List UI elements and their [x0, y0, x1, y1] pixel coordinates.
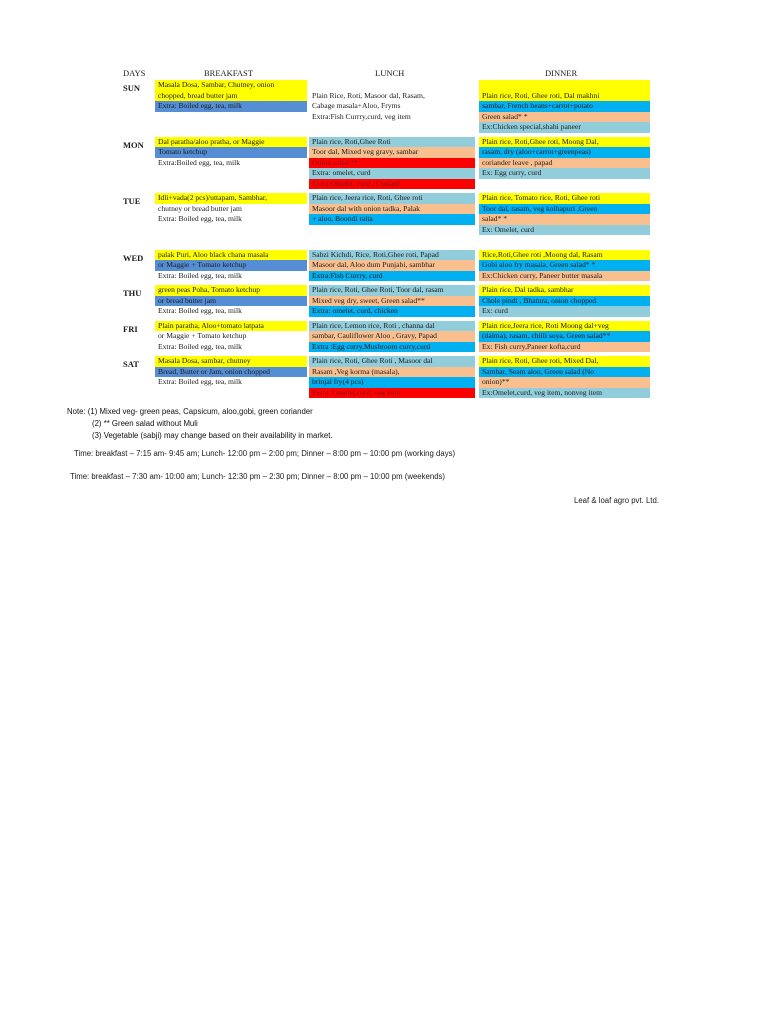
breakfast-column — [155, 250, 307, 282]
day-row-sat — [120, 356, 650, 398]
breakfast-menu-line: Idli+vada(2 pcs)/uttapam, Sambhar, — [155, 193, 307, 204]
dinner-menu-line: Ex: Egg curry, curd — [479, 168, 650, 179]
lunch-menu-line: brinjal fry(4 pcs) — [309, 377, 475, 388]
breakfast-column — [155, 285, 307, 317]
dinner-menu-line: Ex: Fish curry,Paneer kofta,curd — [479, 342, 650, 353]
dinner-menu-line: Plain rice, Tomato rice, Roti, Ghee roti — [479, 193, 650, 204]
breakfast-menu-line: Extra: Boiled egg, tea, milk — [155, 377, 307, 388]
lunch-menu-line: Plain rice, Roti,Ghee Roti — [309, 137, 475, 148]
dinner-menu-line: sambar, French beans+carrot+potato — [479, 101, 650, 112]
lunch-menu-line: Plain rice, Jeera rice, Roti, Ghee roti — [309, 193, 475, 204]
company-name: Leaf & loaf agro pvt. Ltd. — [574, 496, 659, 505]
dinner-menu-line: Plain rice, Roti,Ghee roti, Moong Dal, — [479, 137, 650, 148]
lunch-menu-line: Extra:Omelet, curd , Custard — [309, 179, 475, 190]
breakfast-menu-line: Extra: Boiled egg, tea, milk — [155, 214, 307, 225]
notes — [67, 406, 333, 442]
breakfast-menu-line: palak Puri, Aloo black chana masala — [155, 250, 307, 261]
day-label: WED — [123, 252, 144, 263]
day-row-wed — [120, 250, 650, 282]
timing-weekends: Time: breakfast – 7:30 am- 10:00 am; Lunch- 12:30 pm – 2:30 pm; Dinner – 8:00 pm – 10:00 pm (weekends) — [70, 472, 446, 481]
lunch-menu-line — [309, 80, 475, 91]
lunch-menu-line: Extra :Egg curry,Mushroom curry,curd — [309, 342, 475, 353]
lunch-menu-line: Masoor dal, Aloo dum Punjabi, sambhar — [309, 260, 475, 271]
dinner-menu-line: Plain rice,Jeera rice, Roti Moong dal+veg — [479, 321, 650, 332]
dinner-column — [479, 250, 650, 282]
breakfast-menu-line: green peas Poha, Tomato ketchup — [155, 285, 307, 296]
lunch-column — [309, 285, 475, 317]
breakfast-menu-line: Tomato ketchup — [155, 147, 307, 158]
dinner-menu-line: Chole pindi , Bhatura, onion chopped — [479, 296, 650, 307]
dinner-menu-line: Gobi aloo fry masala, Green salad* * — [479, 260, 650, 271]
dinner-column — [479, 137, 650, 190]
lunch-column — [309, 193, 475, 246]
breakfast-menu-line: Extra: Boiled egg, tea, milk — [155, 342, 307, 353]
lunch-menu-line: Extra :Omelet,curd, veg item — [309, 388, 475, 399]
breakfast-menu-line: Plain paratha, Aloo+tomato latpata — [155, 321, 307, 332]
lunch-menu-line: Plain Rice, Roti, Masoor dal, Rasam, — [309, 91, 475, 102]
lunch-menu-line: Masoor dal with onion tadka, Palak — [309, 204, 475, 215]
dinner-menu-line: Ex: curd — [479, 306, 650, 317]
day-row-sun — [120, 80, 650, 133]
dinner-menu-line: coriander leave , papad — [479, 158, 650, 169]
breakfast-menu-line: chopped, bread butter jam — [155, 91, 307, 102]
header-dinner: DINNER — [545, 68, 578, 78]
lunch-menu-line: + aloo, Boondi raita — [309, 214, 475, 225]
day-rows — [120, 80, 650, 402]
dinner-menu-line: Plain rice, Roti, Ghee roti, Mixed Dal, — [479, 356, 650, 367]
lunch-menu-line: Plain rice, Roti, Ghee Roti , Masoor dal — [309, 356, 475, 367]
dinner-menu-line: Rice,Roti,Ghee roti ,Moong dal, Rasam — [479, 250, 650, 261]
note-item: (3) Vegetable (sabji) may change based on their availability in market. — [92, 431, 333, 440]
dinner-menu-line: Ex:Chicken special,shahi paneer — [479, 122, 650, 133]
breakfast-column — [155, 80, 307, 133]
menu-table — [120, 67, 650, 402]
dinner-column — [479, 356, 650, 398]
dinner-column — [479, 285, 650, 317]
table-header — [120, 67, 650, 80]
breakfast-menu-line: Extra: Boiled egg, tea, milk — [155, 306, 307, 317]
dinner-menu-line — [479, 179, 650, 190]
breakfast-menu-line — [155, 179, 307, 190]
breakfast-column — [155, 137, 307, 190]
lunch-column — [309, 356, 475, 398]
lunch-menu-line: Plain rice, Lemon rice, Roti , channa dal — [309, 321, 475, 332]
breakfast-menu-line: Dal paratha/aloo pratha, or Maggie — [155, 137, 307, 148]
breakfast-menu-line: Masala Dosa, sambar, chutney — [155, 356, 307, 367]
dinner-menu-line — [479, 80, 650, 91]
breakfast-menu-line: chutney or bread butter jam — [155, 204, 307, 215]
breakfast-menu-line — [155, 235, 307, 246]
dinner-menu-line: Ex:Chicken curry, Paneer butter masala — [479, 271, 650, 282]
breakfast-menu-line: Masala Dosa, Sambar, Chutney, onion — [155, 80, 307, 91]
breakfast-menu-line: or bread butter jam — [155, 296, 307, 307]
lunch-menu-line: Toor dal, Mixed veg gravy, sambar — [309, 147, 475, 158]
header-breakfast: BREAKFAST — [204, 68, 253, 78]
lunch-menu-line: Extra: omelet, curd — [309, 168, 475, 179]
breakfast-column — [155, 356, 307, 398]
lunch-column — [309, 137, 475, 190]
breakfast-menu-line — [155, 112, 307, 123]
day-row-mon — [120, 137, 650, 190]
dinner-menu-line: salad* * — [479, 214, 650, 225]
note-title: Note: (1) Mixed veg- green peas, Capsicum, aloo,gobi, green coriander — [67, 407, 313, 416]
breakfast-menu-line — [155, 122, 307, 133]
lunch-menu-line — [309, 122, 475, 133]
day-label: SAT — [123, 359, 139, 369]
day-row-fri — [120, 321, 650, 353]
day-label: MON — [123, 139, 144, 150]
breakfast-menu-line — [155, 388, 307, 399]
breakfast-menu-line: Extra:Boiled egg, tea, milk — [155, 158, 307, 169]
lunch-menu-line — [309, 235, 475, 246]
day-row-thu — [120, 285, 650, 317]
lunch-menu-line: Onion salad ** — [309, 158, 475, 169]
day-row-tue — [120, 193, 650, 246]
dinner-menu-line: onion)** — [479, 377, 650, 388]
breakfast-column — [155, 321, 307, 353]
dinner-menu-line: Ex:Omelet,curd, veg item, nonveg item — [479, 388, 650, 399]
breakfast-menu-line: Extra: Boiled egg, tea, milk — [155, 271, 307, 282]
lunch-column — [309, 250, 475, 282]
lunch-menu-line: Mixed veg dry, sweet, Green salad** — [309, 296, 475, 307]
lunch-menu-line: sambar, Cauliflower Aloo , Gravy, Papad — [309, 331, 475, 342]
breakfast-menu-line — [155, 225, 307, 236]
dinner-column — [479, 321, 650, 353]
day-label: TUE — [123, 196, 141, 206]
breakfast-menu-line: Bread, Butter or Jam, onion chopped — [155, 367, 307, 378]
lunch-column — [309, 80, 475, 133]
lunch-menu-line — [309, 225, 475, 236]
dinner-menu-line: Green salad* * — [479, 112, 650, 123]
header-lunch: LUNCH — [375, 68, 405, 78]
day-label: THU — [123, 288, 142, 298]
timing-weekdays: Time: breakfast – 7:15 am- 9:45 am; Lunch- 12:00 pm – 2:00 pm; Dinner – 8:00 pm – 10:00 pm (working days) — [74, 449, 456, 458]
row-gap — [120, 398, 650, 402]
dinner-menu-line — [479, 235, 650, 246]
dinner-menu-line: Plain rice, Roti, Ghee roti, Dal makhni — [479, 91, 650, 102]
lunch-menu-line: Cabage masala+Aloo, Fryms — [309, 101, 475, 112]
breakfast-menu-line — [155, 168, 307, 179]
dinner-menu-line: rasam, dry (aloo+carrot+greenpeas) — [479, 147, 650, 158]
lunch-menu-line: Extra:Fish Currry, curd — [309, 271, 475, 282]
day-label: FRI — [123, 323, 138, 334]
note-item: (2) ** Green salad without Muli — [92, 419, 198, 428]
lunch-menu-line: Extra: omelet, curd, chicken — [309, 306, 475, 317]
lunch-menu-line: Rasam ,Veg korma (masala), — [309, 367, 475, 378]
dinner-column — [479, 193, 650, 246]
dinner-menu-line: Sambar, Seam aloo, Green salad (No — [479, 367, 650, 378]
dinner-menu-line: Ex: Omelet, curd — [479, 225, 650, 236]
dinner-menu-line: Toor dal, rasam, veg kolhapuri ,Green — [479, 204, 650, 215]
breakfast-menu-line: or Maggie + Tomato ketchup — [155, 260, 307, 271]
breakfast-column — [155, 193, 307, 246]
dinner-menu-line: Plain rice, Dal tadka, sambhar — [479, 285, 650, 296]
breakfast-menu-line: or Maggie + Tomato ketchup — [155, 331, 307, 342]
header-days: DAYS — [123, 68, 146, 78]
day-label: SUN — [123, 83, 141, 93]
dinner-menu-line: (dalma), rasam, chilli soya, Green salad** — [479, 331, 650, 342]
dinner-column — [479, 80, 650, 133]
breakfast-menu-line: Extra: Boiled egg, tea, milk — [155, 101, 307, 112]
lunch-column — [309, 321, 475, 353]
lunch-menu-line: Plain rice, Roti, Ghee Roti, Toor dal, rasam — [309, 285, 475, 296]
lunch-menu-line: Extra:Fish Currry,curd, veg item — [309, 112, 475, 123]
lunch-menu-line: Sabzi Kichdi, Rice, Roti,Ghee roti, Papad — [309, 250, 475, 261]
